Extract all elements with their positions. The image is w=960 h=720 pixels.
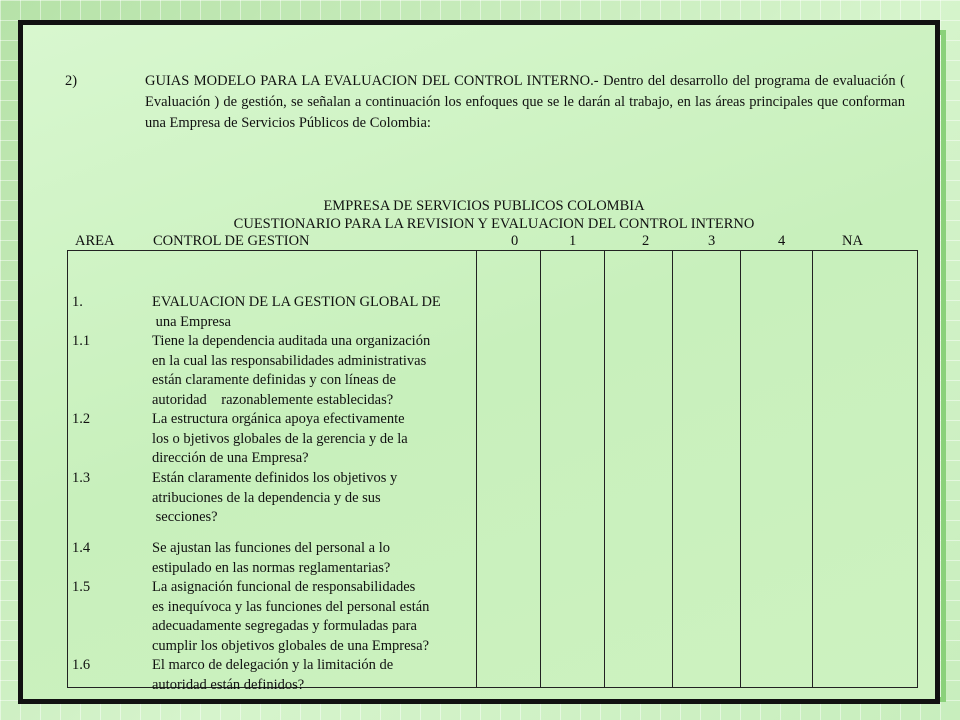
item-line: estipulado en las normas reglamentarias? — [152, 559, 391, 576]
item-number: 1.4 — [72, 540, 91, 556]
item-line: atribuciones de la dependencia y de sus — [152, 489, 381, 506]
item-line: autoridad razonablemente establecidas? — [152, 391, 394, 408]
column-divider — [540, 250, 541, 687]
item-number: 1.5 — [72, 579, 91, 595]
item-line: es inequívoca y las funciones del personal están — [152, 598, 430, 615]
item-text — [152, 578, 532, 656]
item-text — [152, 656, 532, 695]
item-line: en la cual las responsabilidades administrativas — [152, 352, 427, 369]
item-line: una Empresa — [152, 313, 231, 330]
item-line: La asignación funcional de responsabilidades — [152, 579, 416, 595]
header-col-0: 0 — [511, 233, 519, 249]
item-line: dirección de una Empresa? — [152, 450, 309, 466]
item-text — [152, 410, 532, 469]
item-line: cumplir los objetivos globales de una Empresa? — [152, 637, 430, 654]
company-title: EMPRESA DE SERVICIOS PUBLICOS COLOMBIA — [323, 198, 645, 214]
item-line: los o bjetivos globales de la gerencia y de la — [152, 430, 408, 447]
item-line: EVALUACION DE LA GESTION GLOBAL DE — [152, 294, 441, 310]
item-line: están claramente definidas y con líneas de — [152, 372, 396, 388]
column-divider — [917, 250, 918, 687]
item-text — [152, 539, 532, 578]
questionnaire-title: CUESTIONARIO PARA LA REVISION Y EVALUACION DEL CONTROL INTERNO — [233, 216, 755, 232]
column-divider — [672, 250, 673, 687]
item-line: adecuadamente segregadas y formuladas para — [152, 618, 417, 634]
header-col-2: 2 — [642, 233, 650, 249]
item-line: Tiene la dependencia auditada una organización — [152, 333, 431, 349]
item-number: 1.2 — [72, 411, 91, 427]
header-col-na: NA — [842, 233, 863, 249]
table-header — [67, 233, 917, 251]
item-line: El marco de delegación y la limitación de — [152, 657, 394, 673]
item-number: 1.3 — [72, 470, 91, 486]
item-line: Están claramente definidos los objetivos y — [152, 470, 398, 486]
header-col-4: 4 — [778, 233, 786, 249]
slide-panel — [18, 20, 940, 704]
column-divider — [604, 250, 605, 687]
header-control: CONTROL DE GESTION — [153, 233, 310, 249]
item-line: secciones? — [152, 509, 218, 525]
item-text — [152, 293, 532, 332]
item-number: 1.1 — [72, 333, 91, 349]
questionnaire-table — [67, 250, 918, 693]
header-col-1: 1 — [569, 233, 577, 249]
header-area: AREA — [75, 233, 115, 249]
header-col-3: 3 — [708, 233, 716, 249]
item-line: Se ajustan las funciones del personal a lo — [152, 540, 390, 556]
item-number: 1. — [72, 294, 83, 310]
column-divider — [812, 250, 813, 687]
item-number: 1.6 — [72, 657, 91, 673]
item-text — [152, 332, 532, 410]
intro-text: GUIAS MODELO PARA LA EVALUACION DEL CONTROL INTERNO.- Dentro del desarrollo del programa de evaluación ( Evaluación ) de gestión, se señalan a continuación los enfoques que se le darán al trabajo, en las áreas principales que conforman una Empresa de Servicios Públicos de Colombia: — [145, 73, 905, 131]
item-line: La estructura orgánica apoya efectivamente — [152, 411, 405, 427]
intro-number: 2) — [65, 73, 78, 89]
item-line: autoridad están definidos? — [152, 676, 305, 693]
column-divider — [740, 250, 741, 687]
item-text — [152, 469, 532, 528]
